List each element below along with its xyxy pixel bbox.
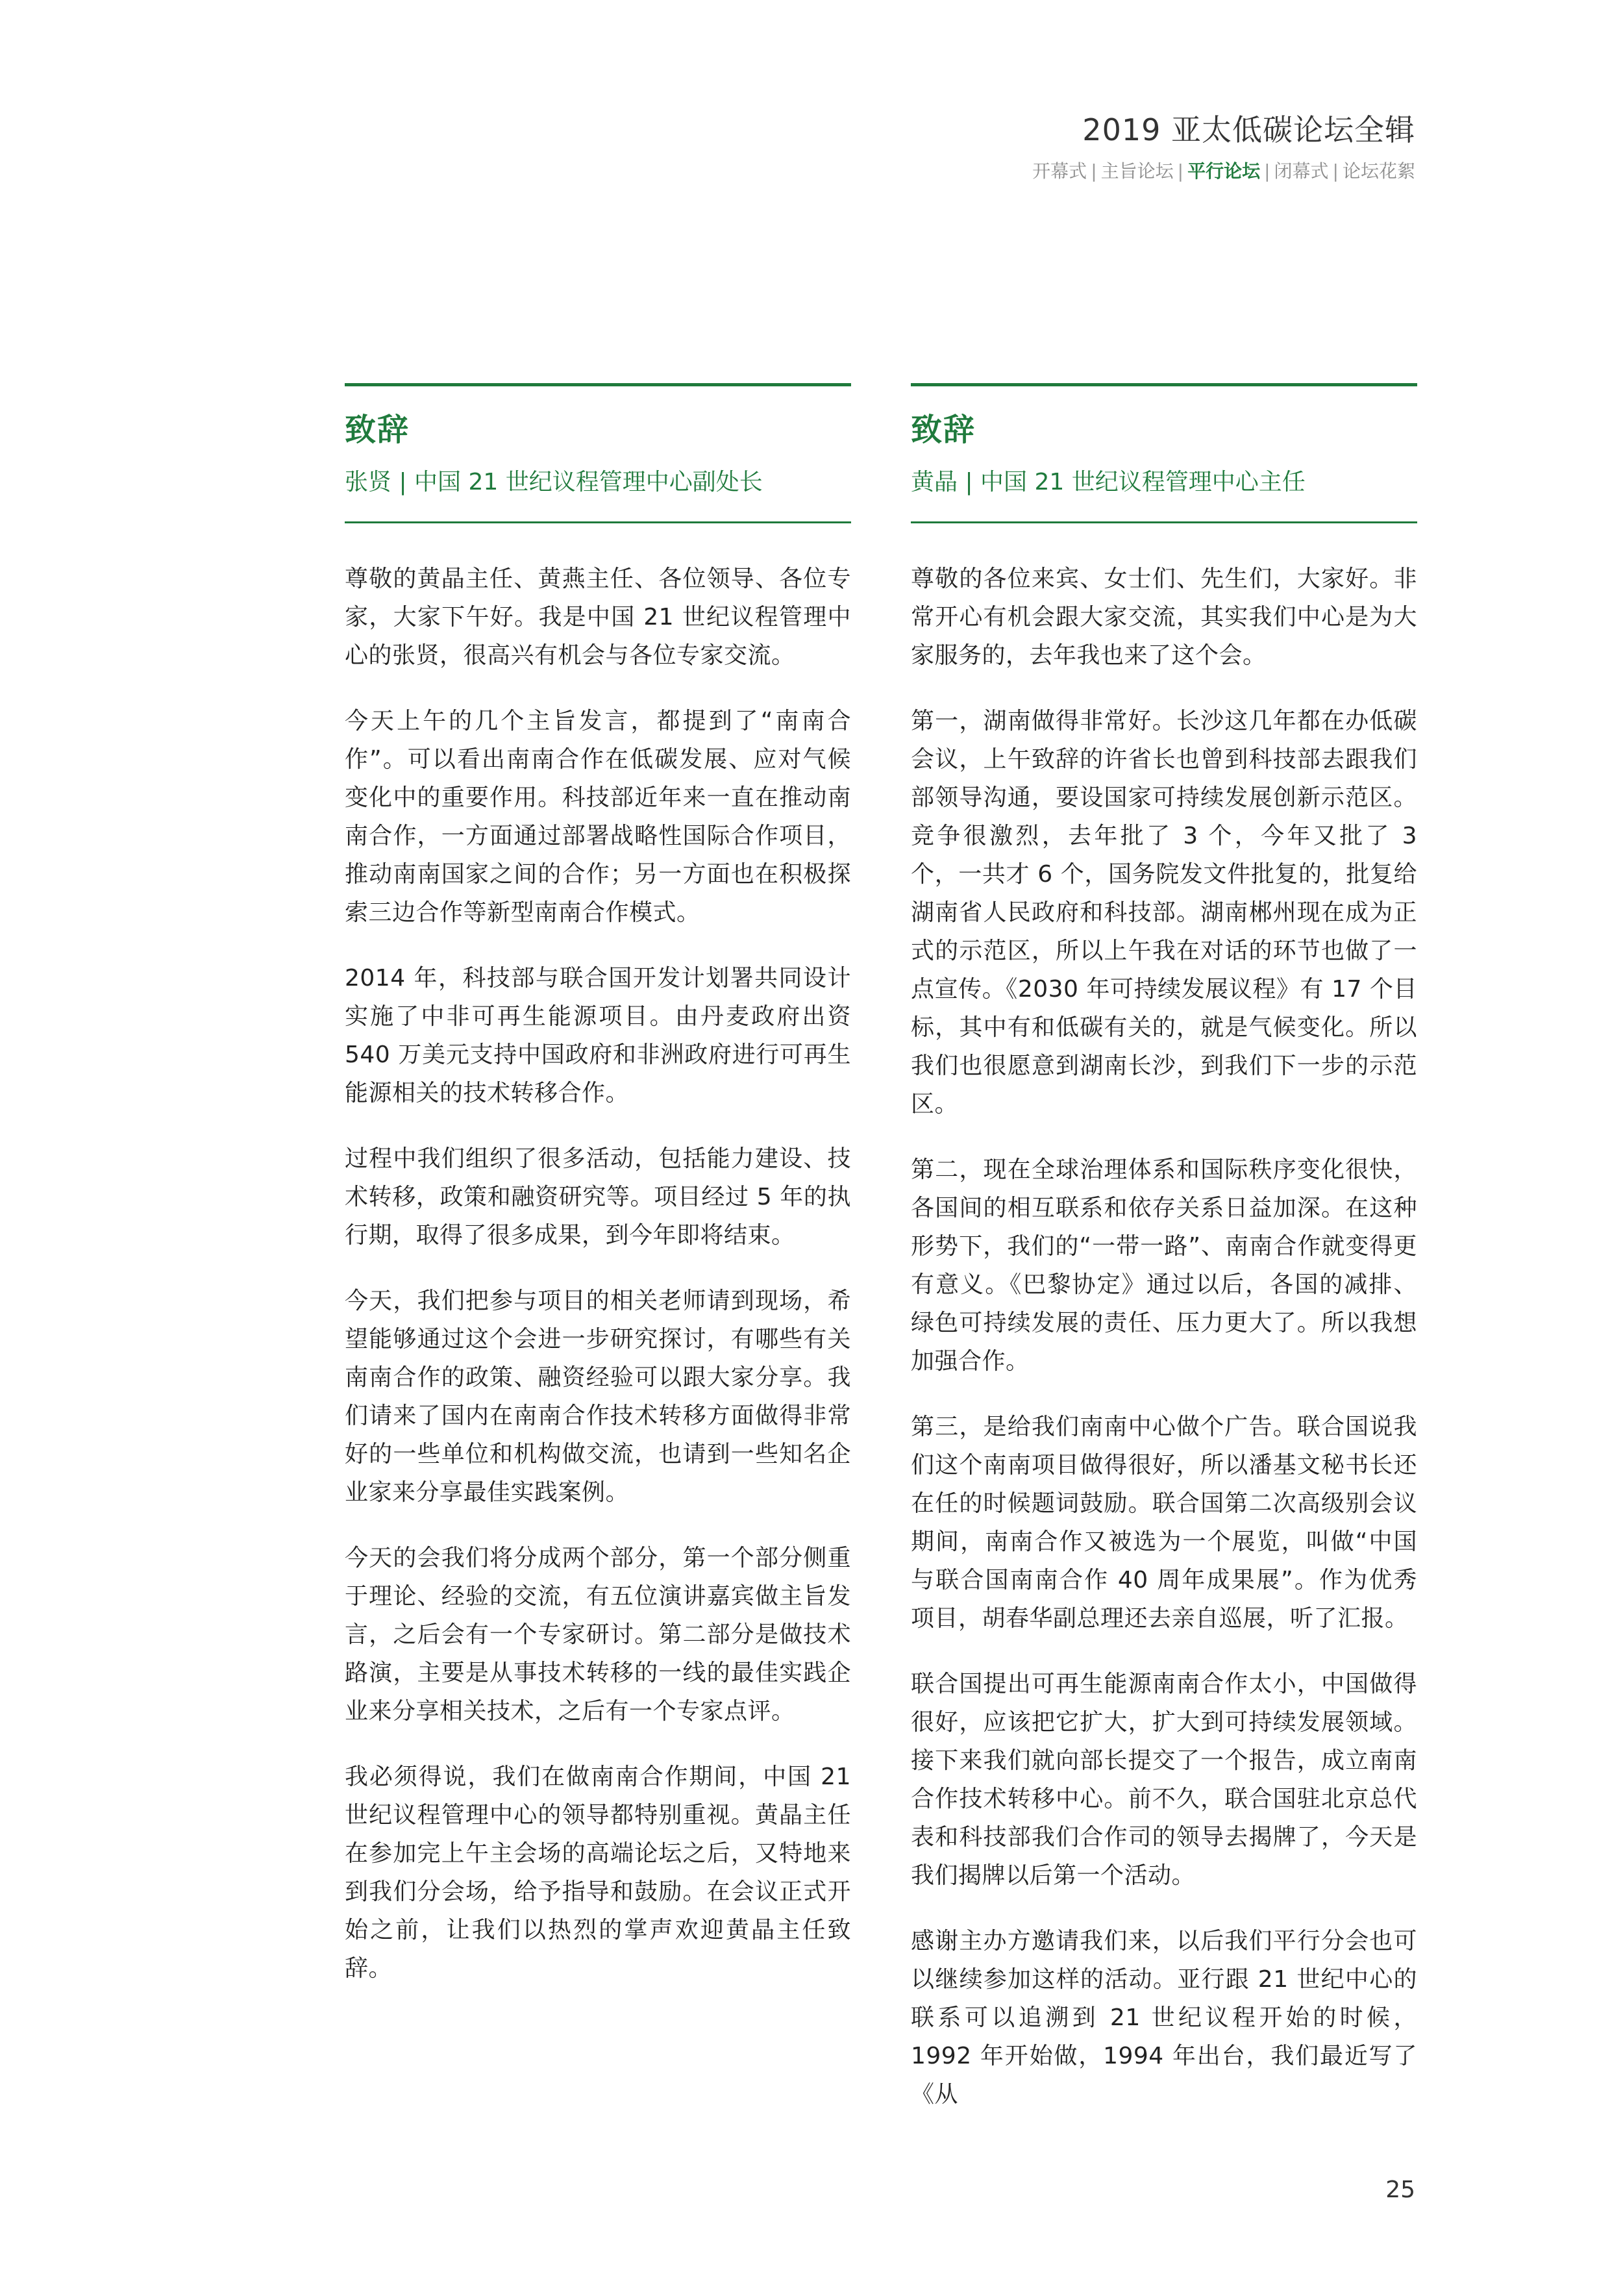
page-number: 25	[1385, 2177, 1415, 2203]
paragraph: 今天上午的几个主旨发言，都提到了“南南合作”。可以看出南南合作在低碳发展、应对气候变化中的重要作用。科技部近年来一直在推动南南合作，一方面通过部署战略性国际合作项目，推动南南国家之间的合作；另一方面也在积极探索三边合作等新型南南合作模式。	[345, 708, 851, 926]
paragraph: 联合国提出可再生能源南南合作太小，中国做得很好，应该把它扩大，扩大到可持续发展领域。接下来我们就向部长提交了一个报告，成立南南合作技术转移中心。前不久，联合国驻北京总代表和科技部我们合作司的领导去揭牌了，今天是我们揭牌以后第一个活动。	[911, 1671, 1417, 1889]
left-speech-column	[345, 383, 851, 2015]
paragraph: 第二，现在全球治理体系和国际秩序变化很快，各国间的相互联系和依存关系日益加深。在这种形势下，我们的“一带一路”、南南合作就变得更有意义。《巴黎协定》通过以后，各国的减排、绿色可持续发展的责任、压力更大了。所以我想加强合作。	[911, 1156, 1417, 1375]
nav-separator: |	[1177, 160, 1184, 182]
nav-item-closing[interactable]: 闭幕式	[1274, 160, 1329, 182]
speaker-byline: 张贤 | 中国 21 世纪议程管理中心副处长	[345, 469, 763, 495]
paragraph: 感谢主办方邀请我们来，以后我们平行分会也可以继续参加这样的活动。亚行跟 21 世纪中心的联系可以追溯到 21 世纪议程开始的时候，1992 年开始做，1994 年出台，我们最近写了《从	[911, 1928, 1417, 2108]
paragraph: 2014 年，科技部与联合国开发计划署共同设计实施了中非可再生能源项目。由丹麦政府出资 540 万美元支持中国政府和非洲政府进行可再生能源相关的技术转移合作。	[345, 965, 851, 1106]
paragraph: 第三，是给我们南南中心做个广告。联合国说我们这个南南项目做得很好，所以潘基文秘书长还在任的时候题词鼓励。联合国第二次高级别会议期间，南南合作又被选为一个展览，叫做“中国与联合国南南合作 40 周年成果展”。作为优秀项目，胡春华副总理还去亲自巡展，听了汇报。	[911, 1414, 1417, 1632]
paragraph: 尊敬的各位来宾、女士们、先生们，大家好。非常开心有机会跟大家交流，其实我们中心是为大家服务的，去年我也来了这个会。	[911, 566, 1417, 669]
section-bottom-rule	[911, 521, 1417, 523]
nav-item-keynote-forum[interactable]: 主旨论坛	[1100, 160, 1174, 182]
speaker-byline: 黄晶 | 中国 21 世纪议程管理中心主任	[911, 469, 1306, 495]
paragraph: 过程中我们组织了很多活动，包括能力建设、技术转移，政策和融资研究等。项目经过 5 年的执行期，取得了很多成果，到今年即将结束。	[345, 1145, 851, 1249]
paragraph: 今天的会我们将分成两个部分，第一个部分侧重于理论、经验的交流，有五位演讲嘉宾做主旨发言，之后会有一个专家研讨。第二部分是做技术路演，主要是从事技术转移的一线的最佳实践企业来分享相关技术，之后有一个专家点评。	[345, 1545, 851, 1725]
nav-separator: |	[1264, 160, 1270, 182]
paragraph: 尊敬的黄晶主任、黄燕主任、各位领导、各位专家，大家下午好。我是中国 21 世纪议程管理中心的张贤，很高兴有机会与各位专家交流。	[345, 566, 851, 669]
speech-body	[911, 560, 1417, 2114]
nav-item-opening[interactable]: 开幕式	[1032, 160, 1087, 182]
nav-item-parallel-forum[interactable]: 平行论坛	[1187, 160, 1261, 182]
nav-item-highlights[interactable]: 论坛花絮	[1342, 160, 1415, 182]
nav-separator: |	[1332, 160, 1339, 182]
section-title: 致辞	[345, 412, 410, 448]
section-nav	[1032, 160, 1415, 183]
right-speech-column	[911, 383, 1417, 2141]
document-title: 2019 亚太低碳论坛全辑	[1082, 112, 1415, 147]
section-top-rule	[911, 383, 1417, 386]
section-title: 致辞	[911, 412, 976, 448]
nav-separator: |	[1091, 160, 1097, 182]
section-top-rule	[345, 383, 851, 386]
section-bottom-rule	[345, 521, 851, 523]
paragraph: 今天，我们把参与项目的相关老师请到现场，希望能够通过这个会进一步研究探讨，有哪些有关南南合作的政策、融资经验可以跟大家分享。我们请来了国内在南南合作技术转移方面做得非常好的一些单位和机构做交流，也请到一些知名企业家来分享最佳实践案例。	[345, 1288, 851, 1506]
page-header	[1032, 112, 1415, 183]
speech-body	[345, 560, 851, 1988]
paragraph: 我必须得说，我们在做南南合作期间，中国 21 世纪议程管理中心的领导都特别重视。黄晶主任在参加完上午主会场的高端论坛之后，又特地来到我们分会场，给予指导和鼓励。在会议正式开始之前，让我们以热烈的掌声欢迎黄晶主任致辞。	[345, 1764, 851, 1982]
paragraph: 第一，湖南做得非常好。长沙这几年都在办低碳会议，上午致辞的许省长也曾到科技部去跟我们部领导沟通，要设国家可持续发展创新示范区。竞争很激烈，去年批了 3 个，今年又批了 3 个，一共才 6 个，国务院发文件批复的，批复给湖南省人民政府和科技部。湖南郴州现在成为正式的示范区，所以上午我在对话的环节也做了一点宣传。《2030 年可持续发展议程》有 17 个目标，其中有和低碳有关的，就是气候变化。所以我们也很愿意到湖南长沙，到我们下一步的示范区。	[911, 708, 1417, 1117]
